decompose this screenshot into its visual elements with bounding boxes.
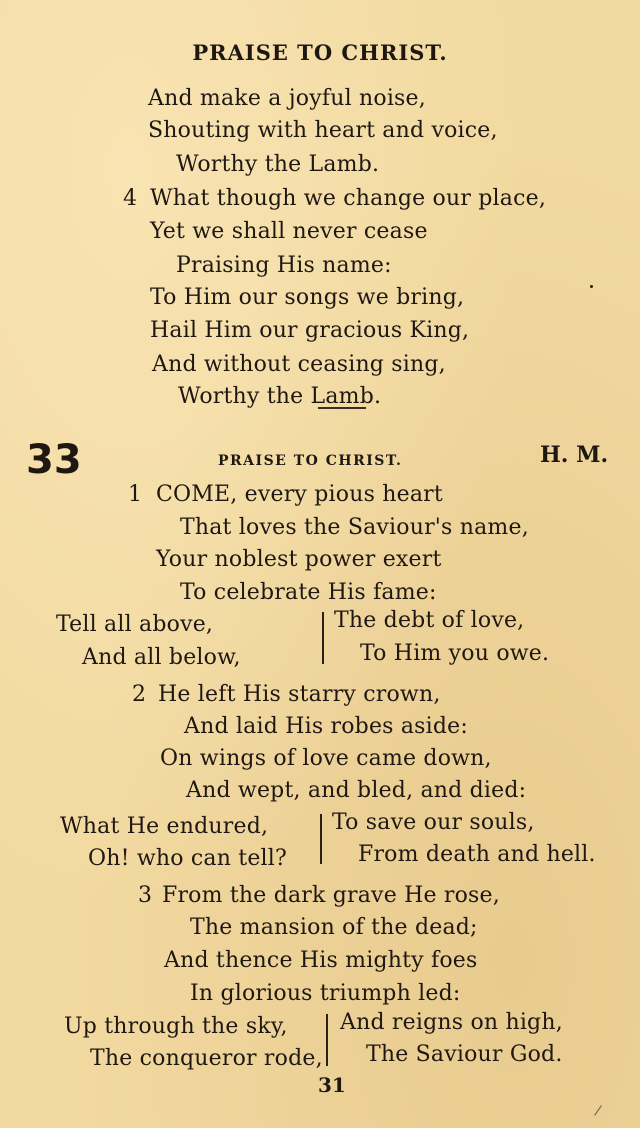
- couplet-right-line: And reigns on high,: [340, 1010, 563, 1035]
- verse-line: In glorious triumph led:: [190, 981, 461, 1006]
- paper-speck: [590, 285, 593, 288]
- couplet-left-line: And all below,: [82, 645, 241, 670]
- couplet-right-line: To Him you owe.: [360, 641, 550, 666]
- verse-line: Hail Him our gracious King,: [150, 318, 470, 343]
- couplet-left-line: What He endured,: [60, 814, 269, 839]
- hymn-title: PRAISE TO CHRIST.: [218, 453, 403, 469]
- couplet-left-line: Tell all above,: [56, 612, 214, 637]
- verse-line: Yet we shall never cease: [150, 219, 428, 244]
- verse-line: Worthy the Lamb.: [178, 384, 382, 409]
- hymn-meter: H. M.: [540, 442, 609, 468]
- couplet-right-line: To save our souls,: [332, 810, 535, 835]
- couplet-right-line: The debt of love,: [334, 608, 525, 633]
- verse-line: And make a joyful noise,: [148, 86, 426, 111]
- verse-number: 1: [128, 482, 143, 507]
- verse-line: From the dark grave He rose,: [162, 883, 500, 908]
- verse-line: He left His starry crown,: [158, 682, 441, 707]
- verse-line: On wings of love came down,: [160, 746, 492, 771]
- verse-line: To Him our songs we bring,: [150, 285, 465, 310]
- section-divider: [318, 407, 366, 409]
- verse-number: 4: [123, 186, 138, 211]
- couplet-bracket: [322, 612, 324, 664]
- couplet-left-line: Up through the sky,: [64, 1014, 288, 1039]
- couplet-right-line: The Saviour God.: [366, 1042, 563, 1067]
- page-number: 31: [318, 1073, 346, 1097]
- verse-number: 2: [132, 682, 147, 707]
- couplet-left-line: The conqueror rode,: [90, 1046, 323, 1071]
- couplet-bracket: [320, 814, 322, 864]
- verse-line: What though we change our place,: [150, 186, 547, 211]
- verse-line: To celebrate His fame:: [180, 580, 437, 605]
- verse-line: Worthy the Lamb.: [176, 152, 380, 177]
- verse-line: And laid His robes aside:: [184, 714, 469, 739]
- couplet-right-line: From death and hell.: [358, 842, 596, 867]
- running-header: PRAISE TO CHRIST.: [192, 40, 448, 65]
- verse-line: And wept, and bled, and died:: [186, 778, 527, 803]
- verse-line: Your noblest power exert: [156, 547, 442, 572]
- verse-line: And thence His mighty foes: [164, 948, 478, 973]
- paper-scratch: [594, 1105, 602, 1115]
- verse-line: Praising His name:: [176, 253, 392, 278]
- couplet-left-line: Oh! who can tell?: [88, 846, 288, 871]
- verse-line: The mansion of the dead;: [190, 915, 478, 940]
- verse-number: 3: [138, 883, 153, 908]
- couplet-bracket: [326, 1014, 328, 1066]
- verse-line: That loves the Saviour's name,: [180, 515, 529, 540]
- hymn-number: 33: [26, 437, 82, 483]
- verse-line: COME, every pious heart: [156, 482, 443, 507]
- verse-line: Shouting with heart and voice,: [148, 118, 498, 143]
- verse-line: And without ceasing sing,: [152, 352, 446, 377]
